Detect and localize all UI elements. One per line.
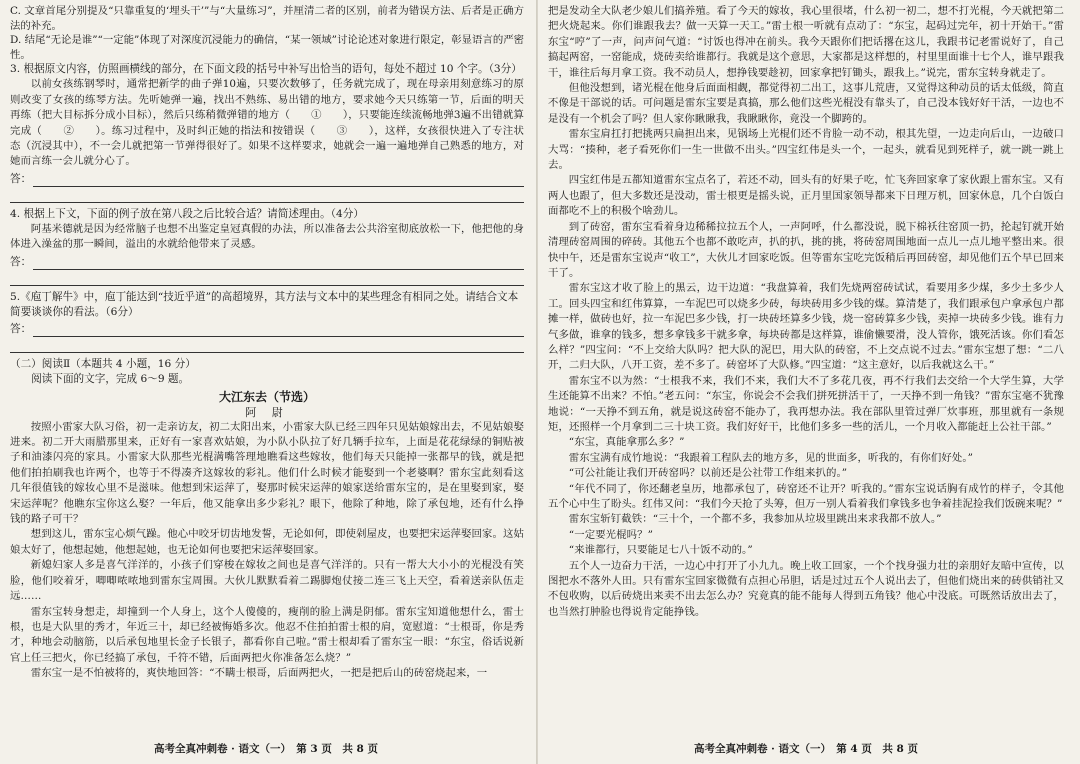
- answer-line[interactable]: [33, 257, 524, 270]
- dialogue-line: 雷东宝满有成竹地说：“我跟着工程队去的地方多，见的世面多，听我的，有你们好处。”: [568, 451, 974, 464]
- section-instruction: 阅读下面的文字，完成 6～9 题。: [31, 372, 190, 385]
- dialogue-line: 雷东宝斩钉截铁：“三十个，一个都不多，我参加从垃圾里跳出来求我都不放人。”: [568, 513, 942, 526]
- answer-label: 答：: [10, 172, 32, 185]
- story-paragraph: 但他没想到，诸光棍在他身后面面相觑，都觉得初二出工，这事儿荒唐，又觉得这种动员的话太低级，简直不像是干部说的话。可问题是雷东宝要是真搞，那么他们这些光棍没有靠头了，自己没本钱好好干活，一边也不是没有一个机会了吗？但人家你瞅瞅我，我瞅瞅你，竟没一个脚跨的。: [548, 82, 1064, 125]
- page-4: [540, 0, 1072, 764]
- story-paragraph: 五个人一边奋力干活，一边心中打开了小九九。晚上收工回家，一个个找身强力壮的亲朋好友暗中宣传，以图把水不落外人田。只有雷东宝回家微微有点担心吊胆，话是过过五个人说出去了，但他们烧出来的砖供销社又不包收购，以后砖烧出来卖不出去怎么办？究竟真的能不能每人得到五角钱？他心中没底。可既然话放出去了，也当然打肿脸也得说肯定能挣钱。: [548, 559, 1064, 618]
- option-d: D. 结尾“无论是谁”“一定能”体现了对深度沉浸能力的确信，“某一领域”讨论论述对象进行限定，彰显语言的严密性。: [10, 34, 525, 61]
- option-c: C. 文章首尾分别提及“只靠重复的‘埋头干’”与“大量练习”，并厘清二者的区别，前者为错误方法、后者是正确方法的补充。: [10, 5, 524, 32]
- page-footer: 高考全真冲刺卷 · 语文（一） 第 4 页 共 8 页: [694, 743, 918, 755]
- question-3-stem: 3. 根据原文内容，仿照画横线的部分，在下面文段的括号中补写出恰当的语句，每处不超过 10 个字。（3分）: [10, 63, 522, 76]
- dialogue-line: “东宝，真能拿那么多？”: [568, 436, 685, 449]
- story-author: 阿 尉: [245, 405, 289, 419]
- question-4-answer[interactable]: [10, 255, 524, 270]
- answer-line[interactable]: [33, 174, 524, 187]
- answer-label: 答：: [10, 255, 32, 268]
- page-fold-divider: [536, 0, 538, 764]
- question-4-passage: 阿基米德就是因为经常脑子也想不出鉴定皇冠真假的办法，所以准备去公共浴室彻底放松一下，他把他的身体进入澡盆的那一瞬间，溢出的水就给他带来了灵感。: [10, 222, 524, 251]
- story-paragraph: 新媳妇家人多是喜气洋洋的，小孩子们穿梭在嫁妆之间也是喜气洋洋的。只有一帮大大小小的光棍没有笑脸，他们咬着牙，唧唧哝哝地到雷东宝周围。大伙儿默默看着二踢脚炮仗接二连三飞上天空，看着送亲队伍走远……: [10, 559, 524, 603]
- question-4-stem: 4. 根据上下文，下面的例子放在第八段之后比较合适？请简述理由。（4分）: [10, 207, 364, 220]
- answer-line-extra[interactable]: [10, 272, 524, 286]
- answer-label: 答：: [10, 322, 32, 335]
- question-5-answer[interactable]: [10, 322, 524, 337]
- dialogue-line: “可公社能让我们开砖窑吗？以前还是公社带工作组来扒的。”: [568, 467, 848, 480]
- story-paragraph: 把是发动全大队老少娘儿们搞养殖。看了今天的嫁妆，我心里很堵，什么初一初二，想不打光棍，今天就把第二把火烧起来。你们谁跟我去？做一天算一天工。”雷士根一听就有点动了：“东宝，起码过完年，初十开始干。”雷东宝“哼”了一声，问声问气道：“讨饭也得冲在前头。我今天跟你们把话撂在这儿，我跟书记老雷说好了，自己搞起两窑，一窑能成，烧砖卖给谁都行。我就是这个意思，大家都是这样想的，村里里面谁十七个人，谁早跟我干，谁往后每月拿工资。我不动员人，想挣钱要趁初，回家拿把钉锄头，跟我上。”说完，雷东宝转身就走了。: [548, 5, 1064, 79]
- question-5-stem: 5.《庖丁解牛》中，庖丁能达到“技近乎道”的高超境界，其方法与文本中的某些理念有相同之处。请结合文本简要谈谈你的看法。（6分）: [10, 290, 519, 318]
- page-footer: 高考全真冲刺卷 · 语文（一） 第 3 页 共 8 页: [154, 743, 378, 755]
- dialogue-line: “一定要光棍吗？”: [568, 528, 654, 541]
- story-paragraph: 雷东宝一是不怕被将的，爽快地回答：“不瞒士根哥，后面两把火，一把是把后山的砖窑烧起来，一: [30, 667, 488, 680]
- section-header: （二）阅读Ⅱ（本题共 4 小题，16 分）: [10, 357, 196, 370]
- answer-line-extra[interactable]: [10, 189, 524, 203]
- story-paragraph: 雷东宝不以为然：“士根我不来，我们不来，我们大不了多花几夜，再不行我们去交给一个大学生算，大学生还能算不出来？不怕。”老五问：“东宝，你说会不会我们拼死拼活干了，一天挣不到一角钱？”雷东宝毫不犹豫地说：“一天挣不到五角，就是说这砖窑不能办了，我再想办法。我在部队里管过弹厂炊事班，那里就有一条规矩，还照样一个月拿到二三十块工资。我们好好干，比他们多多一些的活儿，一个月收入都能赶上公社干部。”: [548, 374, 1064, 433]
- story-title: 大江东去（节选）: [218, 389, 315, 404]
- question-3-passage: 以前女孩练钢琴时，通常把新学的曲子弹10遍，只要次数够了，任务就完成了，现在母亲用刻意练习的原则改变了女孩的练琴方法。先听她弹一遍，找出不熟练、易出错的地方，要求她今天只练第一节，后面的明天再练（把大目标拆分成小目标），然后只练稍微弹错的地方（ ① ），只要能连续流畅地弹3遍不出错就算完成（ ② ）。练习过程中，及时纠正她的指法和按错误（ ③ ），这样，女孩很快进入了专注状态（沉浸其中），不一会儿就把第一节弹得很好了。如果不这样要求，她就会一遍一遍地弹自己熟悉的地方，对她而言练一会儿就分心了。: [10, 78, 524, 168]
- page-3: [0, 0, 532, 764]
- story-paragraph: 雷东宝转身想走，却撞到一个人身上，这个人傻傻的，瘦削的脸上满是阴郁。雷东宝知道他想什么，雷士根，也是大队里的秀才，年近三十，却已经被悔婚多次。他忍不住拍拍雷士根的肩，宽慰道：“士根哥，你是秀才，种地会动脑筋，以后承包地里长金子长银子，都看你自己啦。”雷士根却看了雷东宝一眼：“东宝，俗话说新官上任三把火，你已经搞了承包，千符不错，后面两把火你准备怎么烧？”: [10, 605, 524, 664]
- dialogue-line: “年代不同了，你还翻老皇历，地都承包了，砖窑还不让开？听我的。”雷东宝说话胸有成竹的样子，令其他五个心中生了盼头。红伟又问：“我们今天抢了头筹，但万一别人看着我们拿钱多也争着挂泥捡我们饭碗来呢？”: [548, 482, 1064, 510]
- dialogue-line: “来谁都行，只要能足七八十饭不动的。”: [568, 544, 753, 557]
- story-paragraph: 雷东宝这才收了脸上的黑云，边干边道：“我盘算着，我们先烧两窑砖试试，看要用多少煤，多少土多少人工。回头四宝和红伟算算，一车泥巴可以烧多少砖，每块砖用多少钱的煤。算清楚了，我们跟承包户拿承包户都摊一样，做砖也好，拉一车泥巴多少钱，打一块砖坯算多少钱，烧一窑砖算多少钱，卖掉一块砖多少钱。谁有力气多做，谁拿的钱多，想多拿钱多干就多拿，每块砖都是这样算，谁偷懒要滑，没人管你，饿死活该。你们看怎么样？”四宝问：“不上交给大队吗？把大队的泥巴，用大队的砖窑，不上交点说不过去。”雷东宝想了想：“二八开，二归大队，八开工资，差不多了。砖窑坏了大队修。”四宝道：“这主意好，以后我就这么干。”: [548, 282, 1064, 372]
- story-paragraph: 雷东宝肩扛打把挑两只扁担出来，见锅场上光棍们还不肯脸一动不动，根其先望，一边走向后山，一边破口大骂：“揍种，老子看死你们一生一世做不出头。”四宝红伟是头一个，一起头，就看见到死样子，就一跳一跳上去。: [548, 128, 1064, 172]
- question-3-answer[interactable]: [10, 172, 524, 187]
- answer-line[interactable]: [33, 324, 524, 337]
- answer-line-extra[interactable]: [10, 339, 524, 353]
- story-paragraph: 到了砖窑，雷东宝看着身边稀稀拉拉五个人，一声阿呼，什么都没说，脱下棉袄往窑顶一扔，抡起钉就开始清理砖窑周围的碎砖。其他五个也都不敢吃声，扒的扒，挑的挑，将砖窑周围地面一点儿一点儿地平整出来。很快中午，还是雷东宝说声“收工”，大伙儿才回家吃饭。但等雷东宝吃完饭稍后再回砖窑，却见他们五个早已回来干了。: [548, 220, 1064, 279]
- story-paragraph: 按照小雷家大队习俗，初一走亲访友，初二太阳出来，小雷家大队已经三四年只见姑娘嫁出去，不见姑娘娶进来。初二开大雨腊那里来，正好有一家喜欢姑娘，为小队小队拉了好几辆手拉车，上面是花花绿绿的铜贴被子和油漆闪亮的家具。小雷家大队那些光棍满嘴答理地瞧看这些嫁妆，他们每天只能掉一张都早的钱，就是把他们拍拍刷我也许两个，也等于不得凑齐这嫁妆的彩礼。他们什么时候才能娶到一个老婆啊？雷东宝此刻看这几年很值钱的嫁妆心里不是滋味。他想到宋运萍了，娶那时候宋运萍的娘家送给雷东宝的，是在里娶到家，娶宋运萍呢？他瞧东宝你这么娶？一年后，他又能拿出多少彩礼？眼下，他除了种地，除了承包地，还有什么挣钱的路子可干？: [10, 420, 524, 526]
- story-paragraph: 四宝红伟是五都知道雷东宝点名了，若还不动，回头有的好果子吃，忙飞奔回家拿了家伙跟上雷东宝。又有两人也跟了，但大多数还是没动，雷士根更是摇头说，正月里国家领导都来下日理万机，回家休息，几个白饭白面都吃不上的积极个啥劲儿。: [548, 174, 1064, 218]
- story-paragraph: 想到这儿，雷东宝心烦气躁。他心中咬牙切齿地发誓，无论如何，即使剁屋皮，也要把宋运萍娶回家。这姑娘太好了，他想起她，他想起她，也无论如何也要把宋运萍娶回家。: [10, 528, 524, 556]
